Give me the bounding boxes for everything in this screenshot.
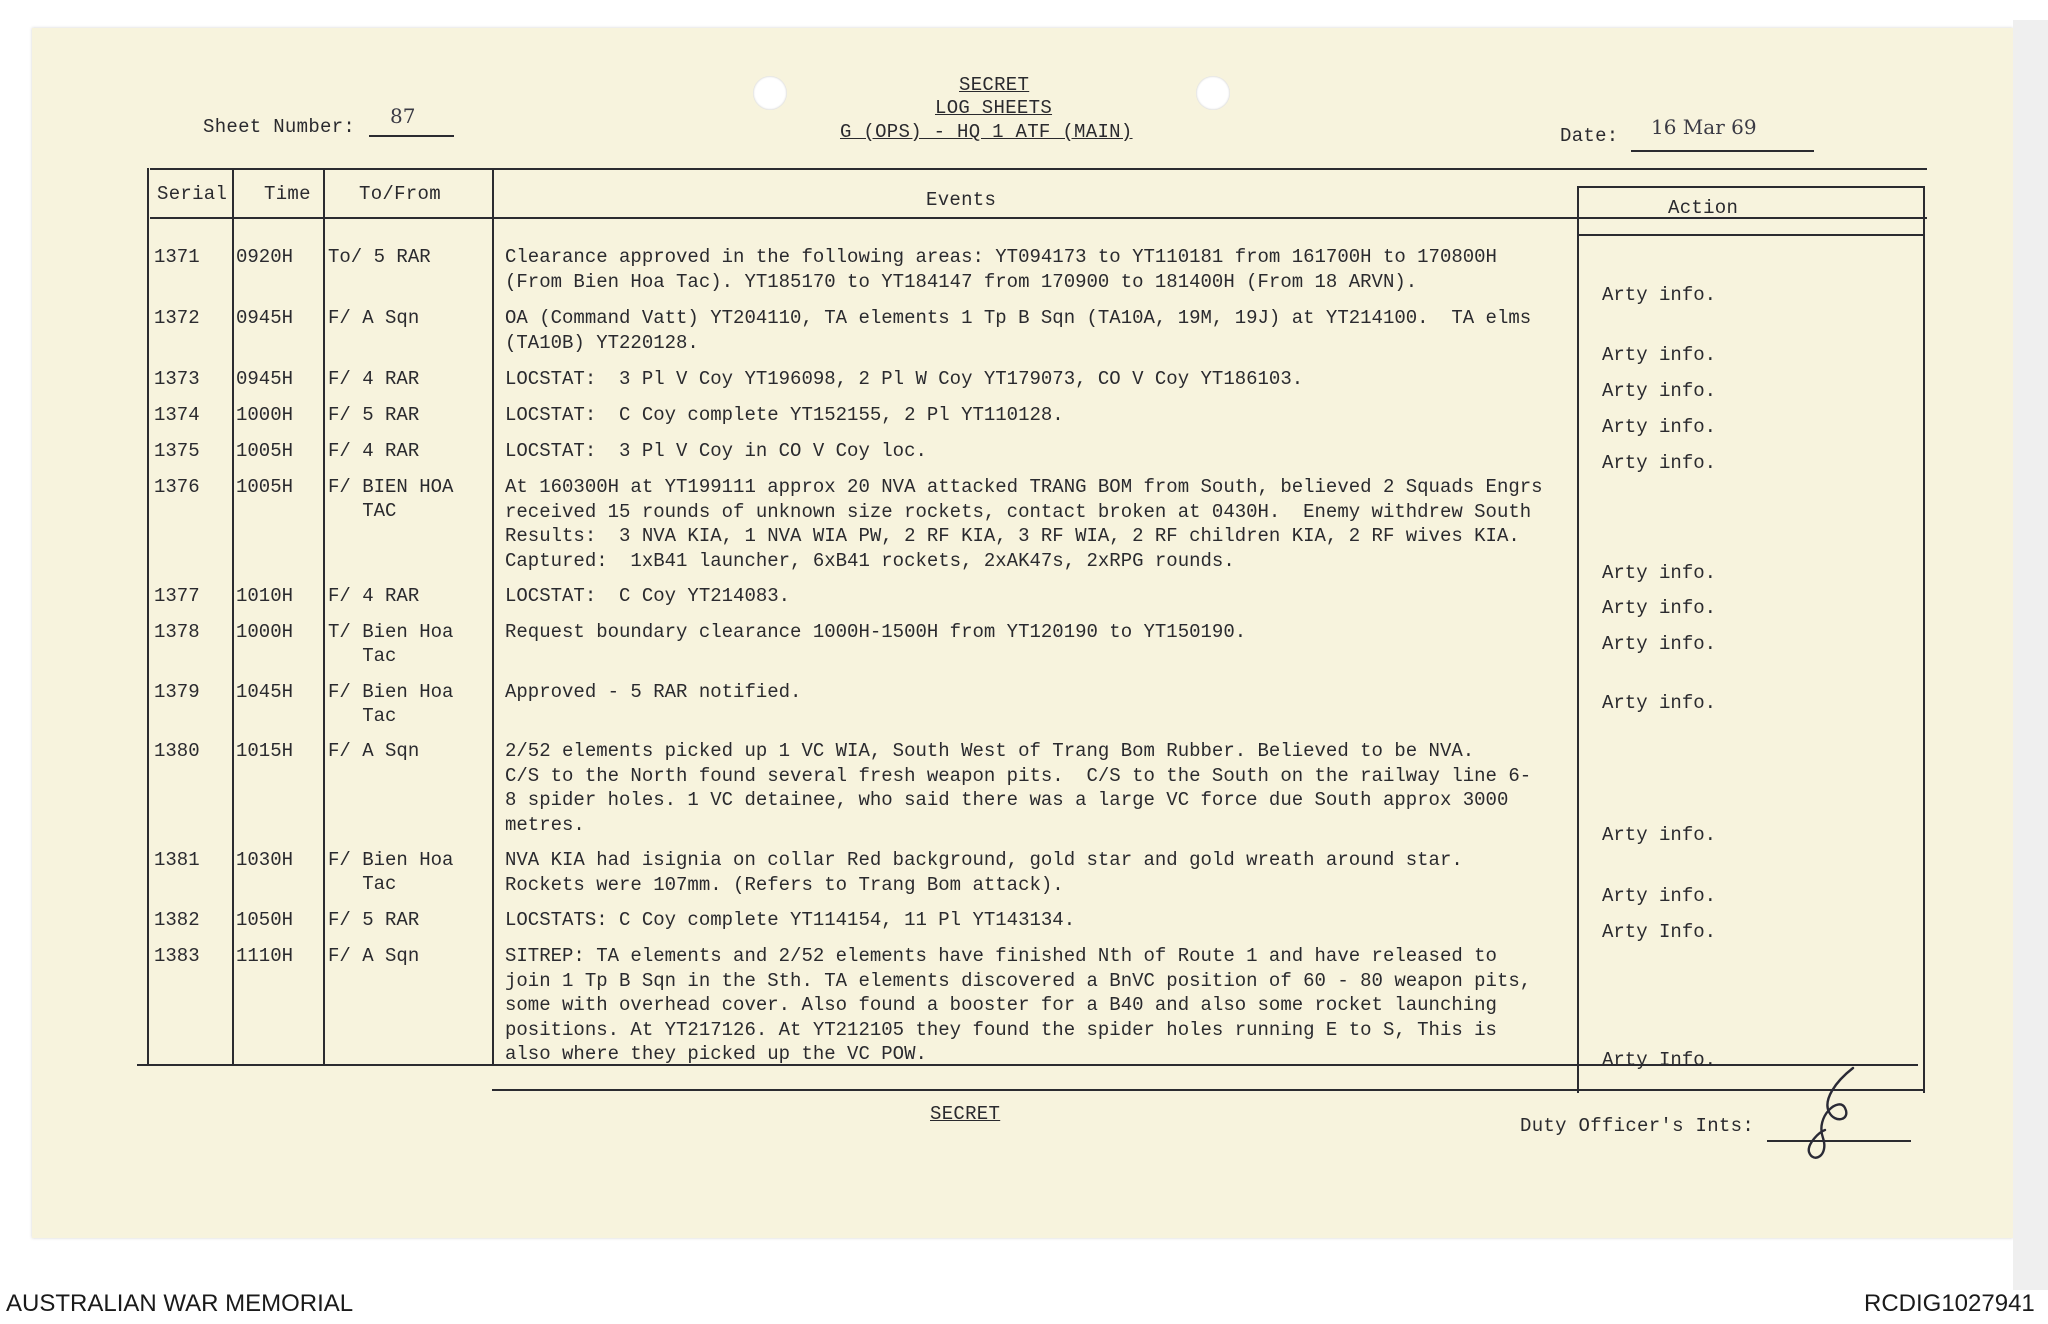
entry-tofrom: Tac (328, 705, 397, 727)
column-rule (492, 168, 494, 1065)
entry-tofrom: F/ 4 RAR (328, 368, 420, 390)
entry-serial: 1383 (154, 945, 200, 967)
entry-event-line: OA (Command Vatt) YT204110, TA elements 1 Tp B Sqn (TA10A, 19M, 19J) at YT214100. TA elms (505, 307, 1532, 329)
action-bottom-border (492, 1089, 1925, 1091)
entry-tofrom: F/ 4 RAR (328, 440, 420, 462)
classification-bottom: SECRET (930, 1103, 1001, 1125)
scan-edge (2013, 20, 2048, 1290)
punch-hole (753, 76, 787, 110)
action-header-separator (1577, 234, 1925, 236)
entry-event-line: (TA10B) YT220128. (505, 331, 699, 354)
table-left-border (147, 168, 149, 1065)
entry-event-line: Captured: 1xB41 launcher, 6xB41 rockets, 2xAK47s, 2xRPG rounds. (505, 549, 1235, 572)
entry-time: 1000H (236, 621, 294, 643)
entry-tofrom: F/ A Sqn (328, 307, 420, 329)
entry-tofrom: T/ Bien Hoa (328, 621, 454, 643)
entry-tofrom: F/ A Sqn (328, 945, 420, 967)
entry-action: Arty info. (1602, 562, 1717, 584)
punch-hole (1196, 76, 1230, 110)
entry-tofrom: F/ 5 RAR (328, 404, 420, 426)
title-unit: G (OPS) - HQ 1 ATF (MAIN) (840, 121, 1133, 143)
entry-event-line: LOCSTAT: 3 Pl V Coy YT196098, 2 Pl W Coy YT179073, CO V Coy YT186103. (505, 368, 1304, 390)
entry-event-line: 8 spider holes. 1 VC detainee, who said there was a large VC force due South approx 3000 (505, 789, 1509, 811)
date-value: 16 Mar 69 (1651, 115, 1757, 139)
entry-event-line: Request boundary clearance 1000H-1500H from YT120190 to YT150190. (505, 621, 1247, 643)
entry-tofrom: Tac (328, 873, 397, 895)
entry-action: Arty info. (1602, 284, 1717, 306)
entry-time: 0945H (236, 368, 294, 390)
entry-action: Arty info. (1602, 416, 1717, 438)
entry-event-line: LOCSTAT: 3 Pl V Coy in CO V Coy loc. (505, 440, 927, 462)
archive-reference-id: RCDIG1027941 (1864, 1290, 2035, 1317)
entry-time: 1050H (236, 909, 294, 931)
entry-time: 0920H (236, 246, 294, 268)
entry-action: Arty info. (1602, 344, 1717, 366)
entry-tofrom: F/ Bien Hoa (328, 849, 454, 871)
entry-tofrom: F/ 5 RAR (328, 909, 420, 931)
entry-serial: 1374 (154, 404, 200, 426)
entry-time: 1005H (236, 476, 294, 498)
table-right-border (1923, 186, 1925, 1093)
column-rule (232, 168, 234, 1065)
entry-tofrom: To/ 5 RAR (328, 246, 431, 268)
column-header-time: Time (264, 183, 311, 205)
entry-tofrom: F/ Bien Hoa (328, 681, 454, 703)
entry-tofrom: F/ BIEN HOA (328, 476, 454, 498)
entry-event-line: received 15 rounds of unknown size rockets, contact broken at 0430H. Enemy withdrew South (505, 500, 1532, 523)
entry-time: 1045H (236, 681, 294, 703)
entry-event-line: Rockets were 107mm. (Refers to Trang Bom attack). (505, 873, 1064, 896)
archive-source-label: AUSTRALIAN WAR MEMORIAL (6, 1290, 354, 1317)
entry-tofrom: TAC (328, 500, 397, 522)
entry-serial: 1379 (154, 681, 200, 703)
date-underline (1631, 150, 1814, 152)
entry-event-line: C/S to the North found several fresh weapon pits. C/S to the South on the railway line 6- (505, 764, 1532, 787)
entry-event-line: At 160300H at YT199111 approx 20 NVA attacked TRANG BOM from South, believed 2 Squads Engrs (505, 476, 1543, 498)
entry-event-line: metres. (505, 813, 585, 836)
entry-action: Arty Info. (1602, 1049, 1717, 1071)
entry-serial: 1373 (154, 368, 200, 390)
entry-event-line: also where they picked up the VC POW. (505, 1043, 927, 1065)
entry-event-line: join 1 Tp B Sqn in the Sth. TA elements discovered a BnVC position of 60 - 80 weapon pits, (505, 969, 1532, 992)
column-header-serial: Serial (157, 183, 228, 205)
column-rule (323, 168, 325, 1065)
column-header-tofrom: To/From (359, 183, 441, 205)
entry-event-line: LOCSTAT: C Coy complete YT152155, 2 Pl YT110128. (505, 404, 1064, 426)
date-label: Date: (1560, 125, 1619, 147)
entry-action: Arty info. (1602, 633, 1717, 655)
entry-action: Arty info. (1602, 452, 1717, 474)
entry-event-line: (From Bien Hoa Tac). YT185170 to YT184147 from 170900 to 181400H (From 18 ARVN). (505, 270, 1418, 293)
table-top-border (150, 168, 1927, 170)
column-header-action: Action (1668, 197, 1739, 219)
entry-action: Arty info. (1602, 597, 1717, 619)
entry-serial: 1377 (154, 585, 200, 607)
entry-action: Arty Info. (1602, 921, 1717, 943)
entry-event-line: some with overhead cover. Also found a booster for a B40 and also some rocket launching (505, 994, 1497, 1016)
action-header-top (1577, 186, 1925, 188)
entry-tofrom: F/ A Sqn (328, 740, 420, 762)
entry-event-line: LOCSTATS: C Coy complete YT114154, 11 Pl YT143134. (505, 909, 1076, 931)
entry-event-line: SITREP: TA elements and 2/52 elements have finished Nth of Route 1 and have released to (505, 945, 1497, 967)
entry-time: 1010H (236, 585, 294, 607)
entry-time: 1030H (236, 849, 294, 871)
column-header-events: Events (926, 189, 997, 211)
entry-action: Arty info. (1602, 380, 1717, 402)
entry-event-line: 2/52 elements picked up 1 VC WIA, South West of Trang Bom Rubber. Believed to be NVA. (505, 740, 1475, 762)
title-log-sheets: LOG SHEETS (935, 97, 1053, 119)
entry-serial: 1378 (154, 621, 200, 643)
entry-time: 1000H (236, 404, 294, 426)
entry-serial: 1372 (154, 307, 200, 329)
entry-serial: 1382 (154, 909, 200, 931)
duty-officer-initials-signature (1795, 1060, 1875, 1170)
entry-serial: 1380 (154, 740, 200, 762)
entry-tofrom: F/ 4 RAR (328, 585, 420, 607)
entry-action: Arty info. (1602, 824, 1717, 846)
classification-top: SECRET (959, 74, 1030, 96)
entry-serial: 1375 (154, 440, 200, 462)
entry-serial: 1376 (154, 476, 200, 498)
entry-time: 1015H (236, 740, 294, 762)
duty-officer-label: Duty Officer's Ints: (1520, 1115, 1755, 1137)
column-rule (1577, 186, 1579, 1093)
entry-event-line: Results: 3 NVA KIA, 1 NVA WIA PW, 2 RF KIA, 3 RF WIA, 2 RF children KIA, 2 RF wives KIA. (505, 525, 1520, 547)
table-header-separator (150, 217, 1927, 219)
entry-time: 1110H (236, 945, 294, 967)
entry-event-line: Clearance approved in the following areas: YT094173 to YT110181 from 161700H to 170800H (505, 246, 1497, 268)
entry-event-line: LOCSTAT: C Coy YT214083. (505, 585, 791, 607)
entry-time: 0945H (236, 307, 294, 329)
entry-action: Arty info. (1602, 885, 1717, 907)
entry-event-line: NVA KIA had isignia on collar Red background, gold star and gold wreath around star. (505, 849, 1463, 871)
entry-time: 1005H (236, 440, 294, 462)
sheet-number-underline (369, 135, 454, 137)
entry-serial: 1371 (154, 246, 200, 268)
entry-tofrom: Tac (328, 645, 397, 667)
entry-event-line: Approved - 5 RAR notified. (505, 681, 802, 703)
entry-serial: 1381 (154, 849, 200, 871)
sheet-number-label: Sheet Number: (203, 116, 356, 138)
entry-event-line: positions. At YT217126. At YT212105 they found the spider holes running E to S, This is (505, 1018, 1497, 1041)
entry-action: Arty info. (1602, 692, 1717, 714)
sheet-number-value: 87 (390, 104, 416, 128)
